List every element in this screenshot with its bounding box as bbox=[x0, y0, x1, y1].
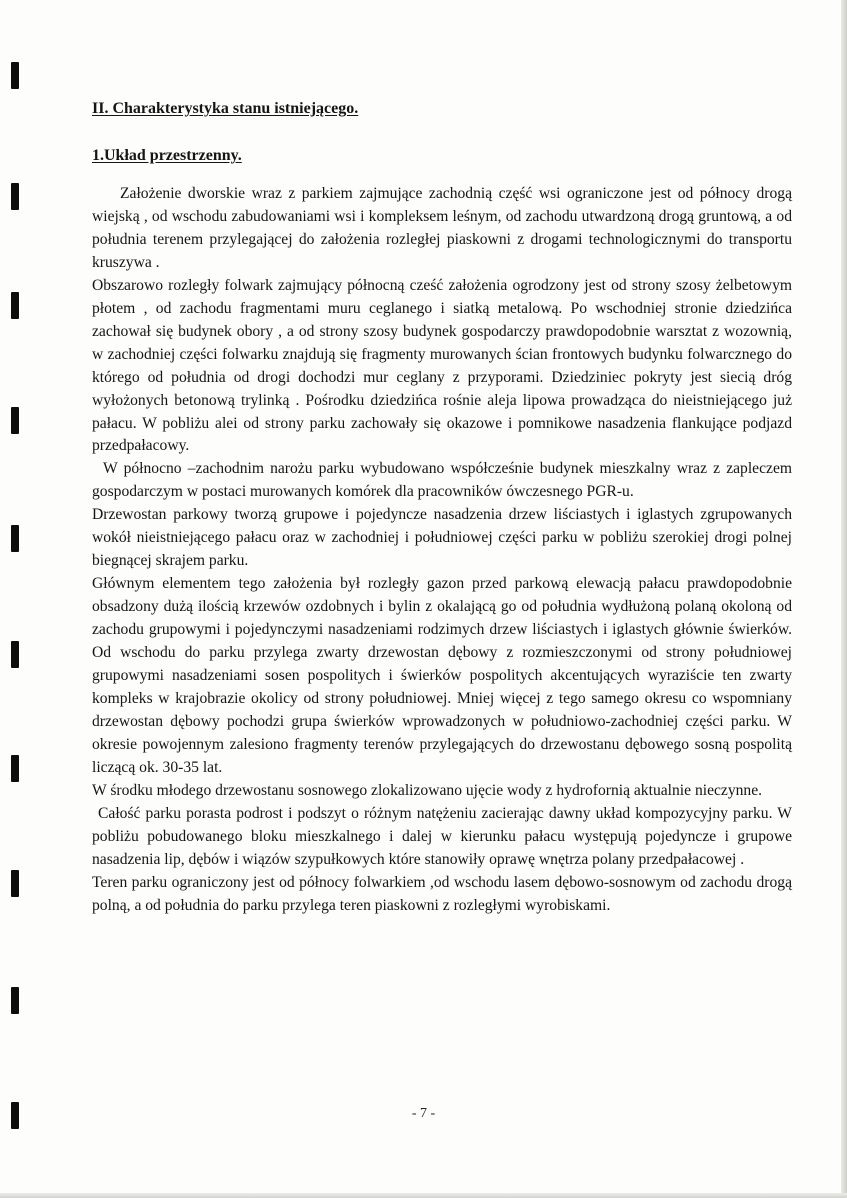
binding-mark bbox=[11, 755, 19, 782]
page-edge-shadow bbox=[0, 1193, 847, 1198]
page-number: - 7 - bbox=[411, 1106, 436, 1121]
binding-mark bbox=[11, 870, 19, 897]
binding-mark bbox=[11, 62, 19, 89]
paragraph: Całość parku porasta podrost i podszyt o różnym natężeniu zacierając dawny układ kompozycyjny parku. W pobliżu pobudowanego bloku mieszkalnego i dalej w kierunku pałacu występują pojedyncze i grupowe nasadzenia lip, dębów i wiązów szypułkowych które stanowiły oprawę wnętrza polany przedpałacowej . bbox=[92, 804, 792, 868]
binding-mark bbox=[11, 641, 19, 668]
paragraph: W północno –zachodnim narożu parku wybudowano współcześnie budynek mieszkalny wraz z zapleczem gospodarczym w postaci murowanych komórek dla pracowników ówczesnego PGR-u. bbox=[92, 460, 792, 501]
binding-mark bbox=[11, 987, 19, 1014]
binding-mark bbox=[11, 292, 19, 319]
paragraph: Teren parku ograniczony jest od północy folwarkiem ,od wschodu lasem dębowo-sosnowym od zachodu drogą polną, a od południa do parku przylega teren piaskowni z rozległymi wyrobiskami. bbox=[92, 873, 792, 914]
paragraph: Obszarowo rozległy folwark zajmujący północną cześć założenia ogrodzony jest od strony szosy żelbetowym płotem , od zachodu fragmentami muru ceglanego i siatką metalową. Po wschodniej stronie dziedzińca zachował się budynek obory , a od strony szosy budynek gospodarczy prawdopodobnie warsztat z wozownią, w zachodniej części folwarku znajdują się fragmenty murowanych ścian frontowych budynku folwarcznego do którego od południa od drogi dochodzi mur ceglany z przyporami. Dziedziniec pokryty jest siecią dróg wyłożonych betonową trylinką . Pośrodku dziedzińca rośnie aleja lipowa prowadząca do nieistniejącego już pałacu. W pobliżu alei od strony parku zachowały się okazowe i pomnikowe nasadzenia flankujące podjazd przedpałacowy. bbox=[92, 276, 792, 455]
binding-mark bbox=[11, 183, 19, 210]
paragraph: Drzewostan parkowy tworzą grupowe i pojedyncze nasadzenia drzew liściastych i iglastych zgrupowanych wokół nieistniejącego pałacu oraz w zachodniej i południowej części parku w pobliżu szerokiej drogi polnej biegnącej skrajem parku. bbox=[92, 506, 792, 570]
section-heading: II. Charakterystyka stanu istniejącego. bbox=[92, 100, 359, 117]
page-edge-shadow bbox=[841, 0, 847, 1198]
binding-mark bbox=[11, 525, 19, 552]
paragraph: W środku młodego drzewostanu sosnowego zlokalizowano ujęcie wody z hydrofornią aktualnie nieczynne. bbox=[92, 781, 763, 799]
document-body bbox=[92, 183, 792, 918]
paragraph: Głównym elementem tego założenia był rozległy gazon przed parkową elewacją pałacu prawdopodobnie obsadzony dużą ilością krzewów ozdobnych i bylin z okalającą go od południa wydłużoną polaną okoloną od zachodu grupowymi i pojedynczymi nasadzeniami rodzimych drzew liściastych i iglastych głównie świerków. Od wschodu do parku przylega zwarty drzewostan dębowy z rozmieszczonymi od strony południowej grupowymi nasadzeniami sosen pospolitych i świerków pospolitych akcentujących wyraziście ten zwarty kompleks w krajobrazie okolicy od strony południowej. Mniej więcej z tego samego okresu co wspomniany drzewostan dębowy pochodzi grupa świerków wprowadzonych w południowo-zachodniej części parku. W okresie powojennym zalesiono fragmenty terenów przylegających do drzewostanu dębowego sosną pospolitą liczącą ok. 30-35 lat. bbox=[92, 575, 792, 776]
binding-mark bbox=[11, 407, 19, 434]
subsection-heading: 1.Układ przestrzenny. bbox=[92, 147, 242, 164]
paragraph: Założenie dworskie wraz z parkiem zajmujące zachodnią część wsi ograniczone jest od północy drogą wiejską , od wschodu zabudowaniami wsi i kompleksem leśnym, od zachodu utwardzoną drogą gruntową, a od południa terenem przylegającej do założenia rozległej piaskowni z drogami technologicznymi do transportu kruszywa . bbox=[92, 185, 792, 271]
